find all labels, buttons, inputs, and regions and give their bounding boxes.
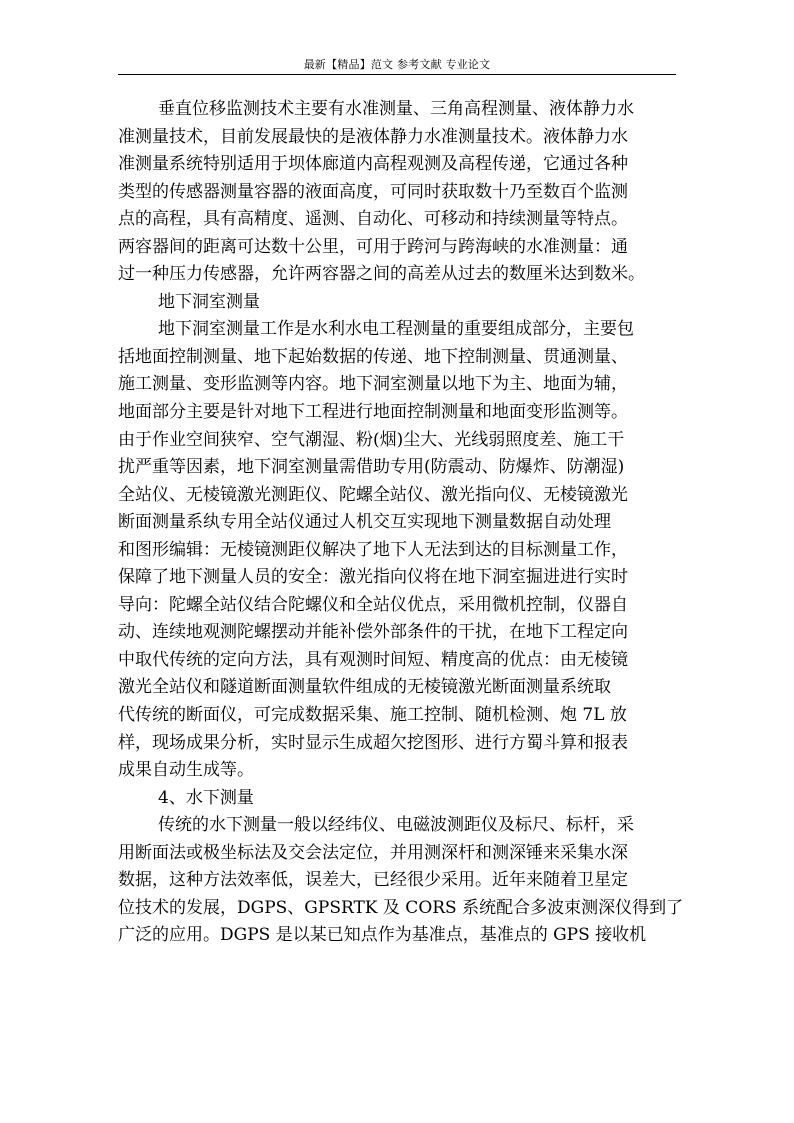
text-line: 导向：陀螺全站仪结合陀螺仪和全站仪优点，采用微机控制，仪器自 <box>118 594 628 615</box>
text-line: 地下洞室测量工作是水利水电工程测量的重要组成部分，主要包 <box>158 319 634 340</box>
text-line: 成果自动生成等。 <box>118 760 254 781</box>
text-line: 代传统的断面仪，可完成数据采集、施工控制、随机检测、炮 7L 放 <box>118 705 627 726</box>
text-line: 激光全站仪和隧道断面测量软件组成的无棱镜激光断面测量系统取 <box>118 677 611 698</box>
text-line: 样，现场成果分析，实时显示生成超欠挖图形、进行方蜀斗算和报表 <box>118 732 628 753</box>
page-header: 最新【精品】范文 参考文献 专业论文 <box>303 58 491 71</box>
text-line: 全站仪、无棱镜激光测距仪、陀螺全站仪、激光指向仪、无棱镜激光 <box>118 484 628 505</box>
text-line: 4、水下测量 <box>158 787 254 808</box>
text-line: 类型的传感器测量容器的液面高度，可同时获取数十乃至数百个监测 <box>118 181 628 202</box>
text-line: 准测量技术，目前发展最快的是液体静力水准测量技术。液体静力水 <box>118 126 628 147</box>
header-divider <box>118 74 676 75</box>
text-line: 点的高程，具有高精度、遥测、自动化、可移动和持续测量等特点。 <box>118 209 628 230</box>
text-line: 和图形编辑：无棱镜测距仪解决了地下人无法到达的目标测量工作， <box>118 539 628 560</box>
text-line: 由于作业空间狭窄、空气潮湿、粉(烟)尘大、光线弱照度差、施工干 <box>118 429 625 450</box>
text-line: 断面测量系纨专用全站仪通过人机交互实现地下测量数据自动处理 <box>118 512 611 533</box>
text-line: 过一种压力传感器，允许两容器之间的高差从过去的数厘米达到数米。 <box>118 264 645 285</box>
text-line: 中取代传统的定向方法，具有观测时间短、精度高的优点：由无棱镜 <box>118 649 628 670</box>
text-line: 广泛的应用。DGPS 是以某已知点作为基准点，基准点的 GPS 接收机 <box>118 925 647 946</box>
text-line: 动、连续地观测陀螺摆动并能补偿外部条件的干扰，在地下工程定向 <box>118 622 628 643</box>
text-line: 数据，这种方法效率低，误差大，已经很少采用。近年来随着卫星定 <box>118 870 628 891</box>
document-body <box>118 96 694 950</box>
text-line: 保障了地下测量人员的安全：激光指向仪将在地下洞室掘进进行实时 <box>118 567 628 588</box>
text-line: 地下洞室测量 <box>158 291 260 312</box>
text-line: 地面部分主要是针对地下工程进行地面控制测量和地面变形监测等。 <box>118 402 628 423</box>
text-line: 括地面控制测量、地下起始数据的传递、地下控制测量、贯通测量、 <box>118 346 628 367</box>
text-line: 垂直位移监测技术主要有水准测量、三角高程测量、液体静力水 <box>158 99 634 119</box>
text-line: 准测量系统特别适用于坝体廊道内高程观测及高程传递，它通过各种 <box>118 154 628 175</box>
text-line: 用断面法或极坐标法及交会法定位，并用测深杆和测深锤来采集水深 <box>118 842 628 863</box>
text-line: 扰严重等因素，地下洞室测量需借助专用(防震动、防爆炸、防潮湿) <box>118 457 625 478</box>
text-line: 施工测量、变形监测等内容。地下洞室测量以地下为主、地面为辅， <box>118 374 628 395</box>
text-line: 传统的水下测量一般以经纬仪、电磁波测距仪及标尺、标杆，采 <box>158 815 634 836</box>
text-line: 位技术的发展，DGPS、GPSRTK 及 CORS 系统配合多波束测深仪得到了 <box>118 897 684 918</box>
text-line: 两容器间的距离可达数十公里，可用于跨河与跨海峡的水准测量：通 <box>118 236 628 257</box>
